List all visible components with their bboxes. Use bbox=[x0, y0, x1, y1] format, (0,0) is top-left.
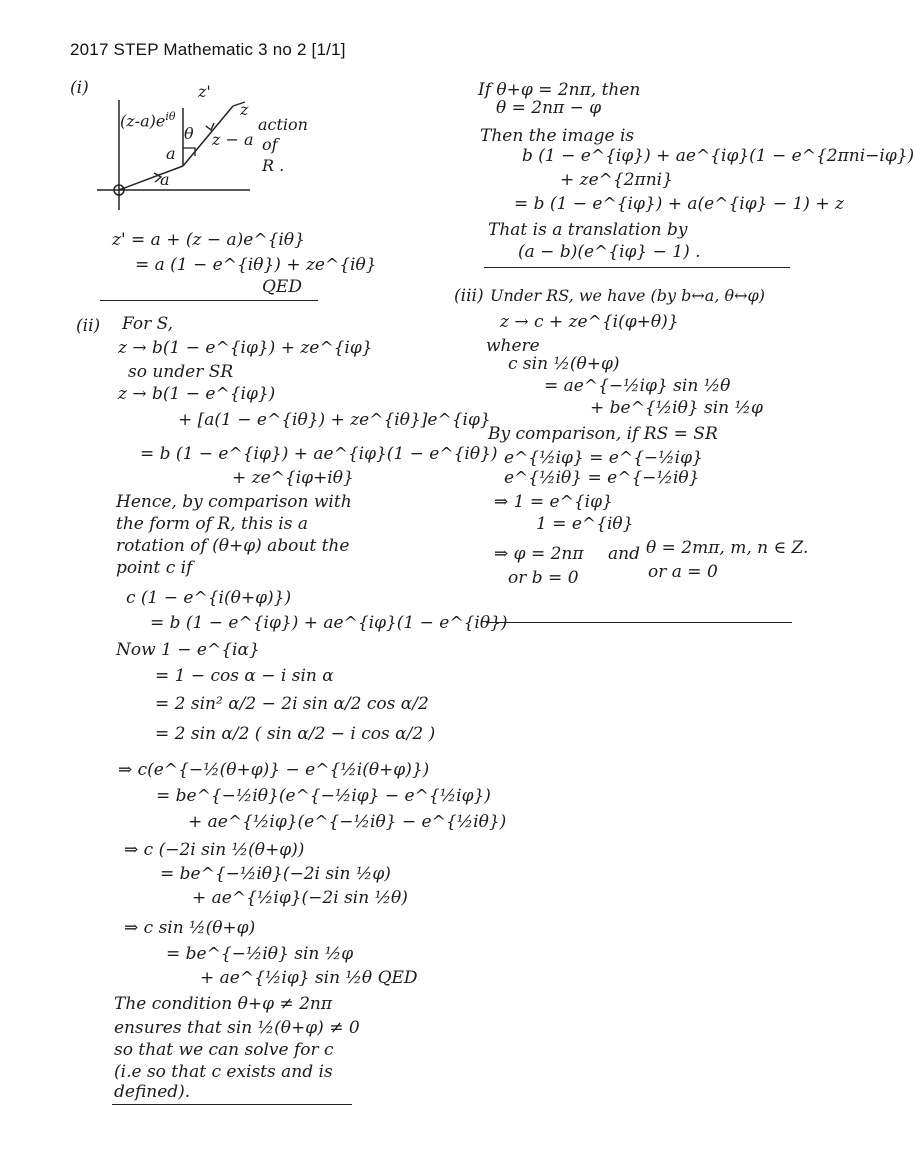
part-ii-line-2: z → b(1 − e^{iφ}) + ze^{iφ} bbox=[118, 338, 373, 358]
label-a-upper: a bbox=[166, 144, 176, 163]
part-ii-line-20: + ae^{½iφ}(e^{−½iθ} − e^{½iθ}) bbox=[188, 812, 507, 832]
right-line-2: θ = 2nπ − φ bbox=[496, 98, 602, 118]
part-ii-line-24: ⇒ c sin ½(θ+φ) bbox=[124, 918, 256, 938]
label-z-prime: z' bbox=[198, 82, 211, 101]
part-ii-line-13: = b (1 − e^{iφ}) + ae^{iφ}(1 − e^{iθ}) bbox=[150, 613, 508, 633]
part-ii-line-17: = 2 sin α/2 ( sin α/2 − i cos α/2 ) bbox=[155, 724, 436, 744]
part-ii-line-7: + ze^{iφ+iθ} bbox=[232, 468, 354, 488]
part-iii-line-9: e^{½iθ} = e^{−½iθ} bbox=[504, 468, 700, 488]
part-ii-line-21: ⇒ c (−2i sin ½(θ+φ)) bbox=[124, 840, 305, 860]
part-ii-line-4: z → b(1 − e^{iφ}) bbox=[118, 384, 276, 404]
caption-line-1: action bbox=[258, 115, 308, 134]
part-iii-line-5: = ae^{−½iφ} sin ½θ bbox=[544, 376, 731, 396]
part-iii-line-11: 1 = e^{iθ} bbox=[536, 514, 634, 534]
divider-part-ii bbox=[112, 1104, 352, 1105]
part-iii-line-4: c sin ½(θ+φ) bbox=[508, 354, 620, 374]
right-line-6: = b (1 − e^{iφ}) + a(e^{iφ} − 1) + z bbox=[514, 194, 844, 214]
part-ii-line-8: Hence, by comparison with bbox=[116, 492, 352, 512]
right-line-1: If θ+φ = 2nπ, then bbox=[478, 80, 641, 100]
label-z-minus-a: z − a bbox=[212, 130, 254, 149]
label-theta: θ bbox=[184, 124, 194, 143]
part-ii-line-12: c (1 − e^{i(θ+φ)}) bbox=[126, 588, 292, 608]
part-ii-line-9: the form of R, this is a bbox=[116, 514, 309, 534]
part-ii-line-18: ⇒ c(e^{−½(θ+φ)} − e^{½i(θ+φ)}) bbox=[118, 760, 430, 780]
right-line-4: b (1 − e^{iφ}) + ae^{iφ}(1 − e^{2πni−iφ}) bbox=[522, 146, 914, 166]
part-iii-line-1: Under RS, we have (by b↔a, θ↔φ) bbox=[490, 286, 765, 305]
part-ii-line-25: = be^{−½iθ} sin ½φ bbox=[166, 944, 354, 964]
part-ii-line-11: point c if bbox=[116, 558, 193, 578]
part-ii-line-23: + ae^{½iφ}(−2i sin ½θ) bbox=[192, 888, 408, 908]
vector-z-arrow bbox=[206, 123, 214, 130]
part-iii-line-3: where bbox=[486, 336, 540, 356]
vector-a bbox=[119, 166, 183, 190]
part-ii-line-14: Now 1 − e^{iα} bbox=[116, 640, 260, 660]
part-iii-label: (iii) bbox=[454, 286, 484, 306]
part-i-label: (i) bbox=[70, 78, 89, 98]
part-ii-line-1: For S, bbox=[122, 314, 174, 334]
part-iii-line-7: By comparison, if RS = SR bbox=[488, 424, 718, 444]
part-iii-line-10: ⇒ 1 = e^{iφ} bbox=[494, 492, 613, 512]
label-za-exp: $(z-a)e^{i\theta}$ bbox=[120, 110, 176, 131]
part-ii-line-28: ensures that sin ½(θ+φ) ≠ 0 bbox=[114, 1018, 360, 1038]
caption-line-3: R . bbox=[262, 156, 285, 175]
part-iii-line-12: ⇒ φ = 2nπ bbox=[494, 544, 584, 564]
rotation-diagram bbox=[85, 78, 285, 228]
part-iii-line-6: + be^{½iθ} sin ½φ bbox=[590, 398, 763, 418]
part-ii-label: (ii) bbox=[76, 316, 101, 336]
right-line-3: Then the image is bbox=[480, 126, 635, 146]
page-title: 2017 STEP Mathematic 3 no 2 [1/1] bbox=[70, 40, 346, 59]
divider-right-top bbox=[484, 267, 790, 268]
part-ii-line-29: so that we can solve for c bbox=[114, 1040, 334, 1060]
part-iii-line-15: or b = 0 bbox=[508, 568, 579, 588]
part-i-line-1: z' = a + (z − a)e^{iθ} bbox=[112, 230, 305, 250]
divider-part-iii bbox=[486, 622, 792, 623]
part-ii-line-16: = 2 sin² α/2 − 2i sin α/2 cos α/2 bbox=[155, 694, 429, 714]
part-ii-line-15: = 1 − cos α − i sin α bbox=[155, 666, 334, 686]
right-line-7: That is a translation by bbox=[488, 220, 688, 240]
right-line-5: + ze^{2πni} bbox=[560, 170, 673, 190]
part-i-qed: QED bbox=[262, 277, 302, 297]
part-ii-line-22: = be^{−½iθ}(−2i sin ½φ) bbox=[160, 864, 391, 884]
caption-line-2: of bbox=[262, 135, 278, 154]
part-iii-line-2: z → c + ze^{i(φ+θ)} bbox=[500, 312, 679, 332]
part-ii-line-10: rotation of (θ+φ) about the bbox=[116, 536, 350, 556]
part-ii-line-30: (i.e so that c exists and is bbox=[114, 1062, 333, 1082]
part-ii-line-3: so under SR bbox=[128, 362, 234, 382]
label-a-lower: a bbox=[160, 170, 170, 189]
divider-part-i bbox=[100, 300, 318, 301]
part-ii-line-31: defined). bbox=[114, 1082, 191, 1102]
part-i-line-2: = a (1 − e^{iθ}) + ze^{iθ} bbox=[135, 255, 377, 275]
label-z: z bbox=[240, 100, 249, 119]
part-iii-line-16: or a = 0 bbox=[648, 562, 718, 582]
part-ii-line-5: + [a(1 − e^{iθ}) + ze^{iθ}]e^{iφ} bbox=[178, 410, 491, 430]
part-ii-line-19: = be^{−½iθ}(e^{−½iφ} − e^{½iφ}) bbox=[156, 786, 491, 806]
part-ii-line-6: = b (1 − e^{iφ}) + ae^{iφ}(1 − e^{iθ}) bbox=[140, 444, 498, 464]
right-line-8: (a − b)(e^{iφ} − 1) . bbox=[518, 242, 701, 262]
part-ii-line-26: + ae^{½iφ} sin ½θ QED bbox=[200, 968, 418, 988]
part-iii-line-14: θ = 2mπ, m, n ∈ Z. bbox=[646, 538, 809, 558]
part-iii-line-8: e^{½iφ} = e^{−½iφ} bbox=[504, 448, 703, 468]
part-iii-line-13: and bbox=[608, 544, 640, 564]
part-ii-line-27: The condition θ+φ ≠ 2nπ bbox=[114, 994, 333, 1014]
